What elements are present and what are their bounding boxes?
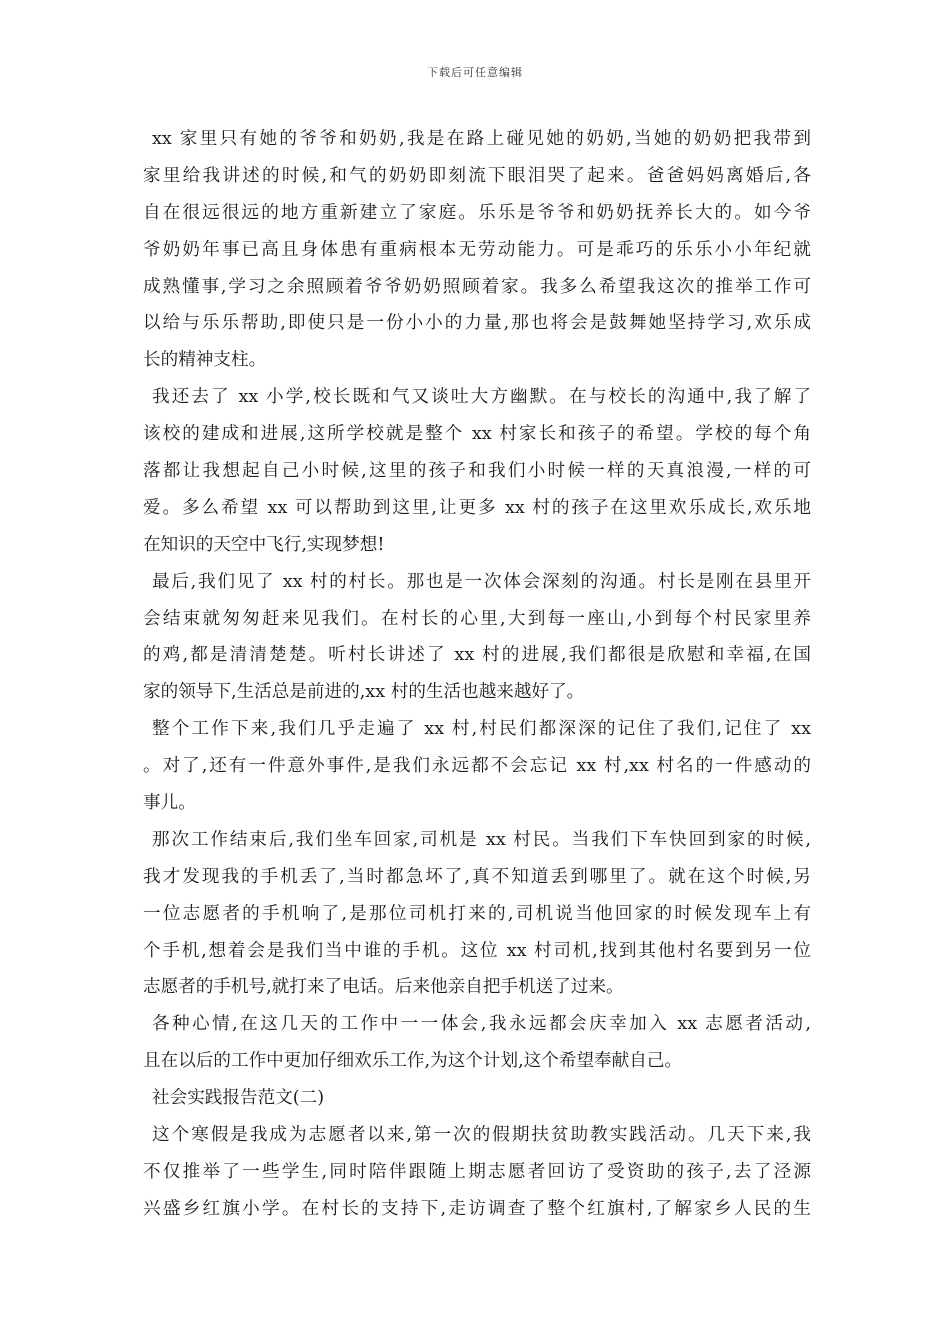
text-line: 各种心情,在这几天的工作中一一体会,我永远都会庆幸加入 xx 志愿者活动,: [152, 1014, 811, 1035]
text-line: 以给与乐乐帮助,即使只是一份小小的力量,那也将会是鼓舞她坚持学习,欢乐成: [143, 313, 811, 334]
text-line: 社会实践报告范文(二): [152, 1088, 325, 1109]
text-line: 爱。多么希望 xx 可以帮助到这里,让更多 xx 村的孩子在这里欢乐成长,欢乐地: [143, 497, 811, 518]
text-line: 家的领导下,生活总是前进的,xx 村的生活也越来越好了。: [143, 682, 585, 703]
text-line: 且在以后的工作中更加仔细欢乐工作,为这个计划,这个希望奉献自己。: [143, 1051, 683, 1072]
text-line: 整个工作下来,我们几乎走遍了 xx 村,村民们都深深的记住了我们,记住了 xx: [152, 719, 811, 740]
text-line: 该校的建成和进展,这所学校就是整个 xx 村家长和孩子的希望。学校的每个角: [143, 424, 811, 445]
text-line: 我才发现我的手机丢了,当时都急坏了,真不知道丢到哪里了。就在这个时候,另: [143, 866, 811, 887]
document-body: [143, 121, 811, 1228]
text-line: 志愿者的手机号,就打来了电话。后来他亲自把手机送了过来。: [143, 977, 624, 998]
text-line: 兴盛乡红旗小学。在村长的支持下,走访调查了整个红旗村,了解家乡人民的生: [143, 1198, 811, 1219]
text-line: 会结束就匆匆赶来见我们。在村长的心里,大到每一座山,小到每个村民家里养: [143, 608, 811, 629]
text-line: 家里给我讲述的时候,和气的奶奶即刻流下眼泪哭了起来。爸爸妈妈离婚后,各: [143, 165, 811, 186]
text-line: 一位志愿者的手机响了,是那位司机打来的,司机说当他回家的时候发现车上有: [143, 903, 811, 924]
text-line: 自在很远很远的地方重新建立了家庭。乐乐是爷爷和奶奶抚养长大的。如今爷: [143, 202, 811, 223]
page-header: 下载后可任意编辑: [427, 66, 523, 79]
text-line: 长的精神支柱。: [143, 350, 267, 371]
text-line: 个手机,想着会是我们当中谁的手机。这位 xx 村司机,找到其他村名要到另一位: [143, 940, 811, 961]
text-line: 最后,我们见了 xx 村的村长。那也是一次体会深刻的沟通。村长是刚在县里开: [152, 571, 811, 592]
text-line: 我还去了 xx 小学,校长既和气又谈吐大方幽默。在与校长的沟通中,我了解了: [152, 387, 811, 408]
text-line: 的鸡,都是清清楚楚。听村长讲述了 xx 村的进展,我们都很是欣慰和幸福,在国: [143, 645, 811, 666]
text-line: 。对了,还有一件意外事件,是我们永远都不会忘记 xx 村,xx 村名的一件感动的: [143, 756, 811, 777]
text-line: 事儿。: [143, 793, 196, 814]
text-line: 不仅推举了一些学生,同时陪伴跟随上期志愿者回访了受资助的孩子,去了泾源: [143, 1161, 811, 1182]
text-line: 成熟懂事,学习之余照顾着爷爷奶奶照顾着家。我多么希望我这次的推举工作可: [143, 276, 811, 297]
text-line: 那次工作结束后,我们坐车回家,司机是 xx 村民。当我们下车快回到家的时候,: [152, 829, 811, 850]
text-line: 这个寒假是我成为志愿者以来,第一次的假期扶贫助教实践活动。几天下来,我: [152, 1125, 811, 1146]
text-line: 爷奶奶年事已高且身体患有重病根本无劳动能力。可是乖巧的乐乐小小年纪就: [143, 239, 811, 260]
text-line: xx 家里只有她的爷爷和奶奶,我是在路上碰见她的奶奶,当她的奶奶把我带到: [152, 129, 811, 149]
text-line: 在知识的天空中飞行,实现梦想!: [143, 534, 385, 555]
text-line: 落都让我想起自己小时候,这里的孩子和我们小时候一样的天真浪漫,一样的可: [143, 461, 811, 482]
